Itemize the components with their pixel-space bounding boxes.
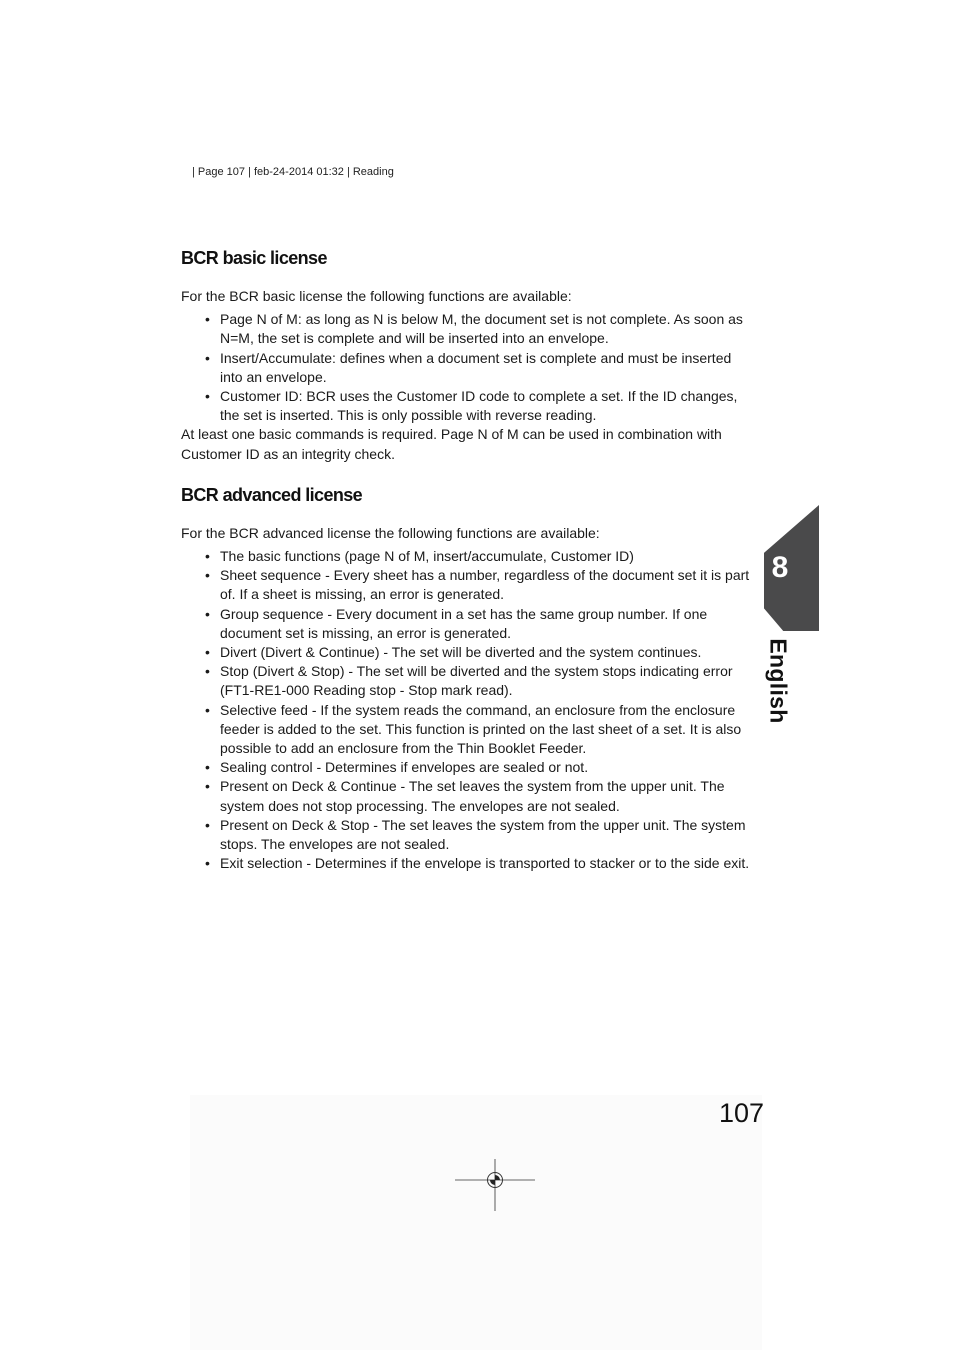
chapter-number: 8 [771, 551, 789, 584]
bullet-icon: • [205, 349, 210, 366]
list-item [205, 547, 753, 566]
list-item-text: Selective feed - If the system reads the command, an enclosure from the enclosure feeder is added to the set. This function is printed on the last sheet of a set. It is also possible to add an enclosure from the Thin Booklet Feeder. [220, 701, 742, 757]
print-header: | Page 107 | feb-24-2014 01:32 | Reading [192, 166, 394, 178]
advanced-license-intro: For the BCR advanced license the following functions are available: [181, 524, 600, 541]
advanced-license-heading: BCR advanced license [181, 484, 363, 505]
bullet-icon: • [205, 311, 210, 328]
language-label: English [765, 638, 792, 724]
advanced-function-list [181, 547, 753, 873]
list-item [205, 605, 753, 643]
list-item [205, 643, 753, 662]
bullet-icon: • [205, 644, 210, 661]
main-content [181, 244, 753, 873]
bullet-icon: • [205, 548, 210, 565]
list-item [205, 701, 753, 759]
basic-license-intro: For the BCR basic license the following functions are available: [181, 288, 572, 304]
list-item-text: Stop (Divert & Stop) - The set will be diverted and the system stops indicating error (FT1-RE1-000 Reading stop - Stop mark read). [220, 663, 733, 699]
list-item [205, 387, 753, 425]
crosshair-registration-icon [455, 1159, 535, 1211]
page-number: 107 [718, 1098, 764, 1128]
bullet-icon: • [205, 567, 210, 584]
bullet-icon: • [205, 663, 210, 680]
list-item [205, 662, 753, 700]
bullet-icon: • [205, 388, 210, 405]
page-bottom-shade [190, 1095, 762, 1350]
list-item [205, 349, 753, 387]
list-item-text: Customer ID: BCR uses the Customer ID code to complete a set. If the ID changes, the set is inserted. This is only possible with reverse reading. [220, 388, 738, 424]
list-item-text: The basic functions (page N of M, insert/accumulate, Customer ID) [220, 548, 634, 565]
list-item-text: Group sequence - Every document in a set has the same group number. If one document set is missing, an error is generated. [220, 605, 708, 641]
list-item-text: Sheet sequence - Every sheet has a number, regardless of the document set it is part of. If a sheet is missing, an error is generated. [220, 567, 750, 603]
list-item [205, 566, 753, 604]
list-item-text: Present on Deck & Continue - The set leaves the system from the upper unit. The system does not stop processing. The envelopes are not sealed. [220, 778, 725, 814]
bullet-icon: • [205, 855, 210, 872]
basic-function-list [181, 310, 753, 425]
list-item [205, 816, 753, 854]
list-item [205, 777, 753, 815]
list-item [205, 758, 753, 777]
list-item-text: Present on Deck & Stop - The set leaves the system from the upper unit. The system stops. The envelopes are not sealed. [220, 816, 746, 853]
basic-license-heading: BCR basic license [181, 248, 327, 268]
list-item-text: Page N of M: as long as N is below M, the document set is not complete. As soon as N=M, the set is complete and will be inserted into an envelope. [220, 311, 743, 347]
list-item-text: Divert (Divert & Continue) - The set will be diverted and the system continues. [220, 644, 702, 661]
list-item-text: Exit selection - Determines if the envelope is transported to stacker or to the side exit. [220, 855, 750, 872]
basic-license-section [181, 244, 753, 464]
list-item-text: Sealing control - Determines if envelopes are sealed or not. [220, 759, 589, 776]
basic-license-closing: At least one basic commands is required. Page N of M can be used in combination with Customer ID as an integrity check. [181, 426, 722, 462]
advanced-license-section [181, 481, 753, 874]
bullet-icon: • [205, 816, 210, 833]
language-label-wrap [758, 636, 798, 726]
list-item-text: Insert/Accumulate: defines when a document set is complete and must be inserted into an envelope. [220, 349, 732, 385]
bullet-icon: • [205, 701, 210, 718]
bullet-icon: • [205, 759, 210, 776]
list-item [205, 854, 753, 873]
bullet-icon: • [205, 605, 210, 622]
bullet-icon: • [205, 778, 210, 795]
list-item [205, 310, 753, 348]
